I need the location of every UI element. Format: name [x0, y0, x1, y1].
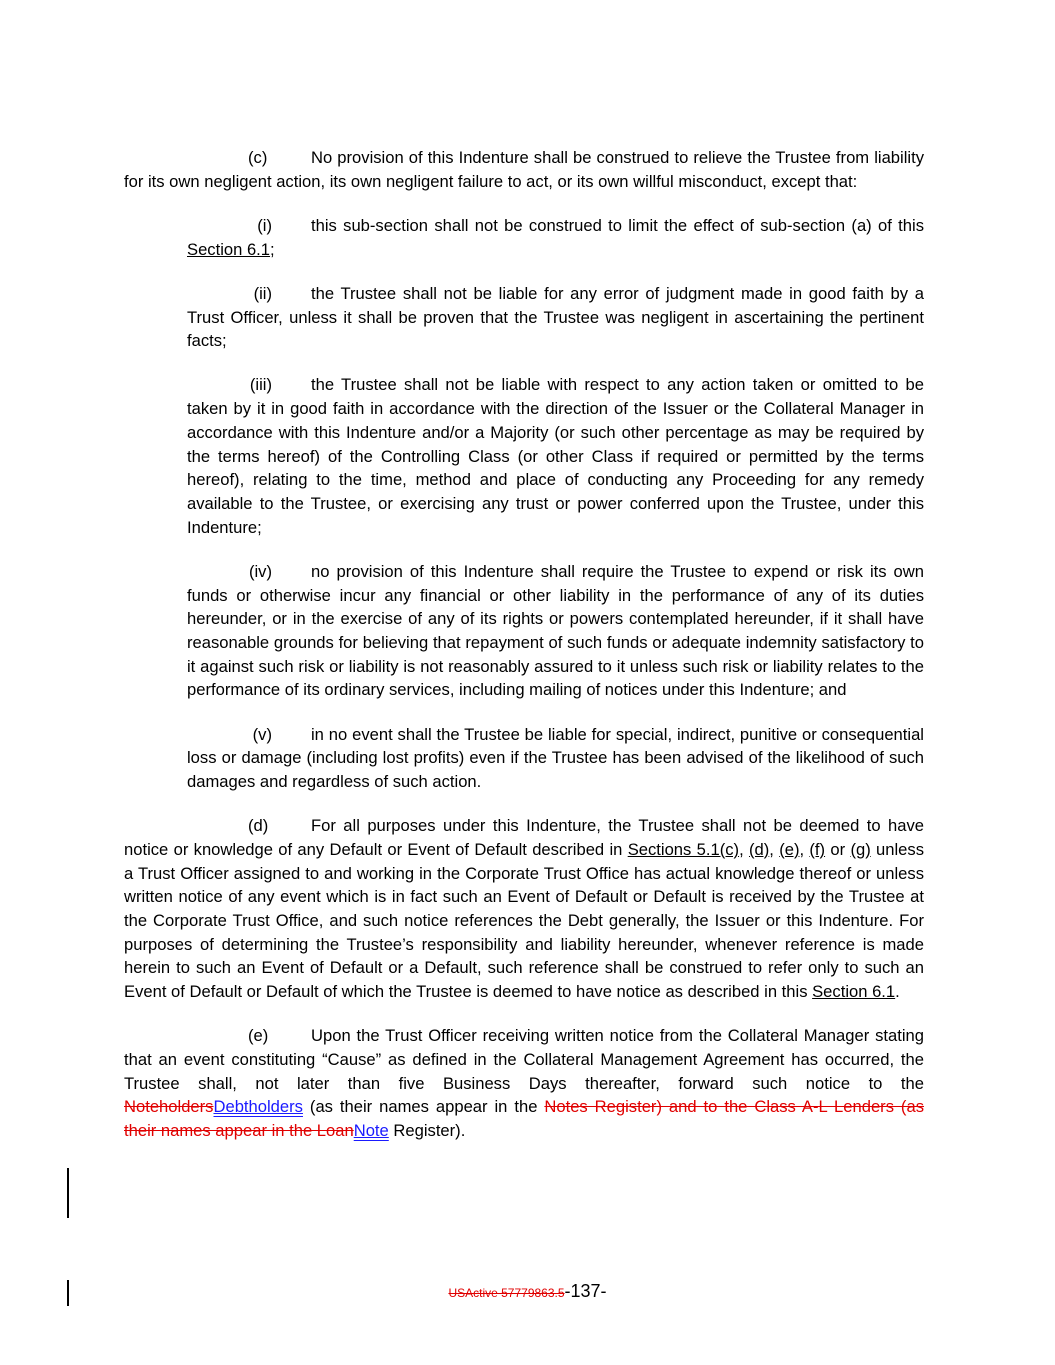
paragraph-text: ; — [270, 239, 275, 259]
paragraph-v — [187, 723, 924, 794]
paragraph-label: (i) — [257, 215, 272, 235]
paragraph-text: unless a Trust Officer assigned to and working in the Corporate Trust Office has actual knowledge thereof or unless written notice of any event which is in fact such an Event of Default or Default is received by the Trustee at the Corporate Trust Office, and such notice references the Debt generally, the Issuer or this Indenture. For purposes of determining the Trustee’s responsibility and liability hereunder, whenever reference is made herein to such an Event of Default or a Default, such reference shall be construed to refer only to such an Event of Default or Default of which the Trustee is deemed to have notice as described in this — [124, 839, 924, 1002]
paragraph-text: (as their names appear in the — [302, 1097, 545, 1117]
paragraph-text: the Trustee shall not be liable with respect to any action taken or omitted to be taken by it in good faith in accordance with the direction of the Issuer or the Collateral Manager in accordance with this Indenture and/or a Majority (or such other percentage as may be required by the terms hereof) of the Controlling Class (or other Class if required or permitted by the terms hereof), relating to the time, method and place of conducting any Proceeding for any remedy available to the Trustee, or exercising any trust or power conferred upon the Trustee, under this Indenture; — [187, 375, 924, 537]
paragraph-label: (c) — [248, 148, 268, 167]
cross-reference: (e) — [779, 839, 800, 859]
paragraph-text: No provision of this Indenture shall be construed to relieve the Trustee from liability for its own negligent action, its own negligent failure to act, or its own willful misconduct, except that: — [124, 148, 924, 191]
paragraph-e — [124, 1024, 924, 1143]
deleted-doc-id: USActive 57779863.5 — [448, 1286, 565, 1300]
paragraph-label: (e) — [248, 1026, 269, 1046]
page-footer — [0, 1281, 1055, 1302]
paragraph-ii — [187, 282, 924, 353]
document-body — [124, 146, 924, 1163]
paragraph-text: or — [825, 839, 851, 859]
paragraph-c — [124, 146, 924, 193]
paragraph-label: (v) — [252, 724, 272, 744]
paragraph-text: , — [739, 839, 749, 859]
paragraph-text: this sub-section shall not be construed to limit the effect of sub-section (a) of this — [311, 215, 924, 235]
cross-reference: Sections 5.1(c) — [627, 839, 740, 859]
deleted-text: Notes Register) and to the Class A-L Lenders (as their names appear in the Loan — [124, 1097, 924, 1141]
cross-reference: (g) — [850, 839, 871, 859]
cross-reference: (f) — [809, 839, 826, 859]
page-number: -137- — [564, 1281, 607, 1301]
paragraph-text: For all purposes under this Indenture, the Trustee shall not be deemed to have notice or knowledge of any Default or Event of Default described in — [124, 816, 924, 859]
paragraph-text: , — [799, 839, 810, 859]
paragraph-i — [187, 214, 924, 261]
paragraph-text: , — [769, 839, 780, 859]
paragraph-label: (d) — [248, 816, 269, 836]
paragraph-iv — [187, 560, 924, 702]
paragraph-text: . — [895, 982, 900, 1002]
deleted-text: Noteholders — [124, 1097, 214, 1117]
cross-reference: Section 6.1 — [812, 982, 896, 1002]
paragraph-label: (iv) — [248, 561, 272, 581]
change-bar — [67, 1168, 69, 1218]
paragraph-d — [124, 814, 924, 1004]
cross-reference: Section 6.1 — [187, 239, 271, 259]
paragraph-label: (ii) — [253, 283, 272, 303]
paragraph-text: in no event shall the Trustee be liable for special, indirect, punitive or consequential loss or damage (including lost profits) even if the Trustee has been advised of the likelihood of such damages and regardless of such action. — [187, 724, 924, 791]
paragraph-text: no provision of this Indenture shall require the Trustee to expend or risk its own funds or otherwise incur any financial or other liability in the performance of any of its duties hereunder, or in the exercise of any of its rights or powers contemplated hereunder, if it shall have reasonable grounds for believing that repayment of such funds or adequate indemnity satisfactory to it against such risk or liability is not reasonably assured to it unless such risk or liability relates to the performance of its ordinary services, including mailing of notices under this Indenture; and — [187, 561, 924, 700]
cross-reference: (d) — [748, 839, 770, 859]
inserted-text: Debtholders — [213, 1097, 303, 1117]
inserted-text: Note — [353, 1121, 389, 1141]
paragraph-text: Upon the Trust Officer receiving written notice from the Collateral Manager stating that an event constituting “Cause” as defined in the Collateral Management Agreement has occurred, the Trustee shall, not later than five Business Days thereafter, forward such notice to the — [124, 1026, 924, 1093]
paragraph-label: (iii) — [249, 375, 272, 395]
paragraph-text: the Trustee shall not be liable for any error of judgment made in good faith by a Trust Officer, unless it shall be proven that the Trustee was negligent in ascertaining the pertinent facts; — [187, 283, 924, 351]
paragraph-iii — [187, 373, 924, 539]
paragraph-text: Register). — [388, 1121, 466, 1141]
